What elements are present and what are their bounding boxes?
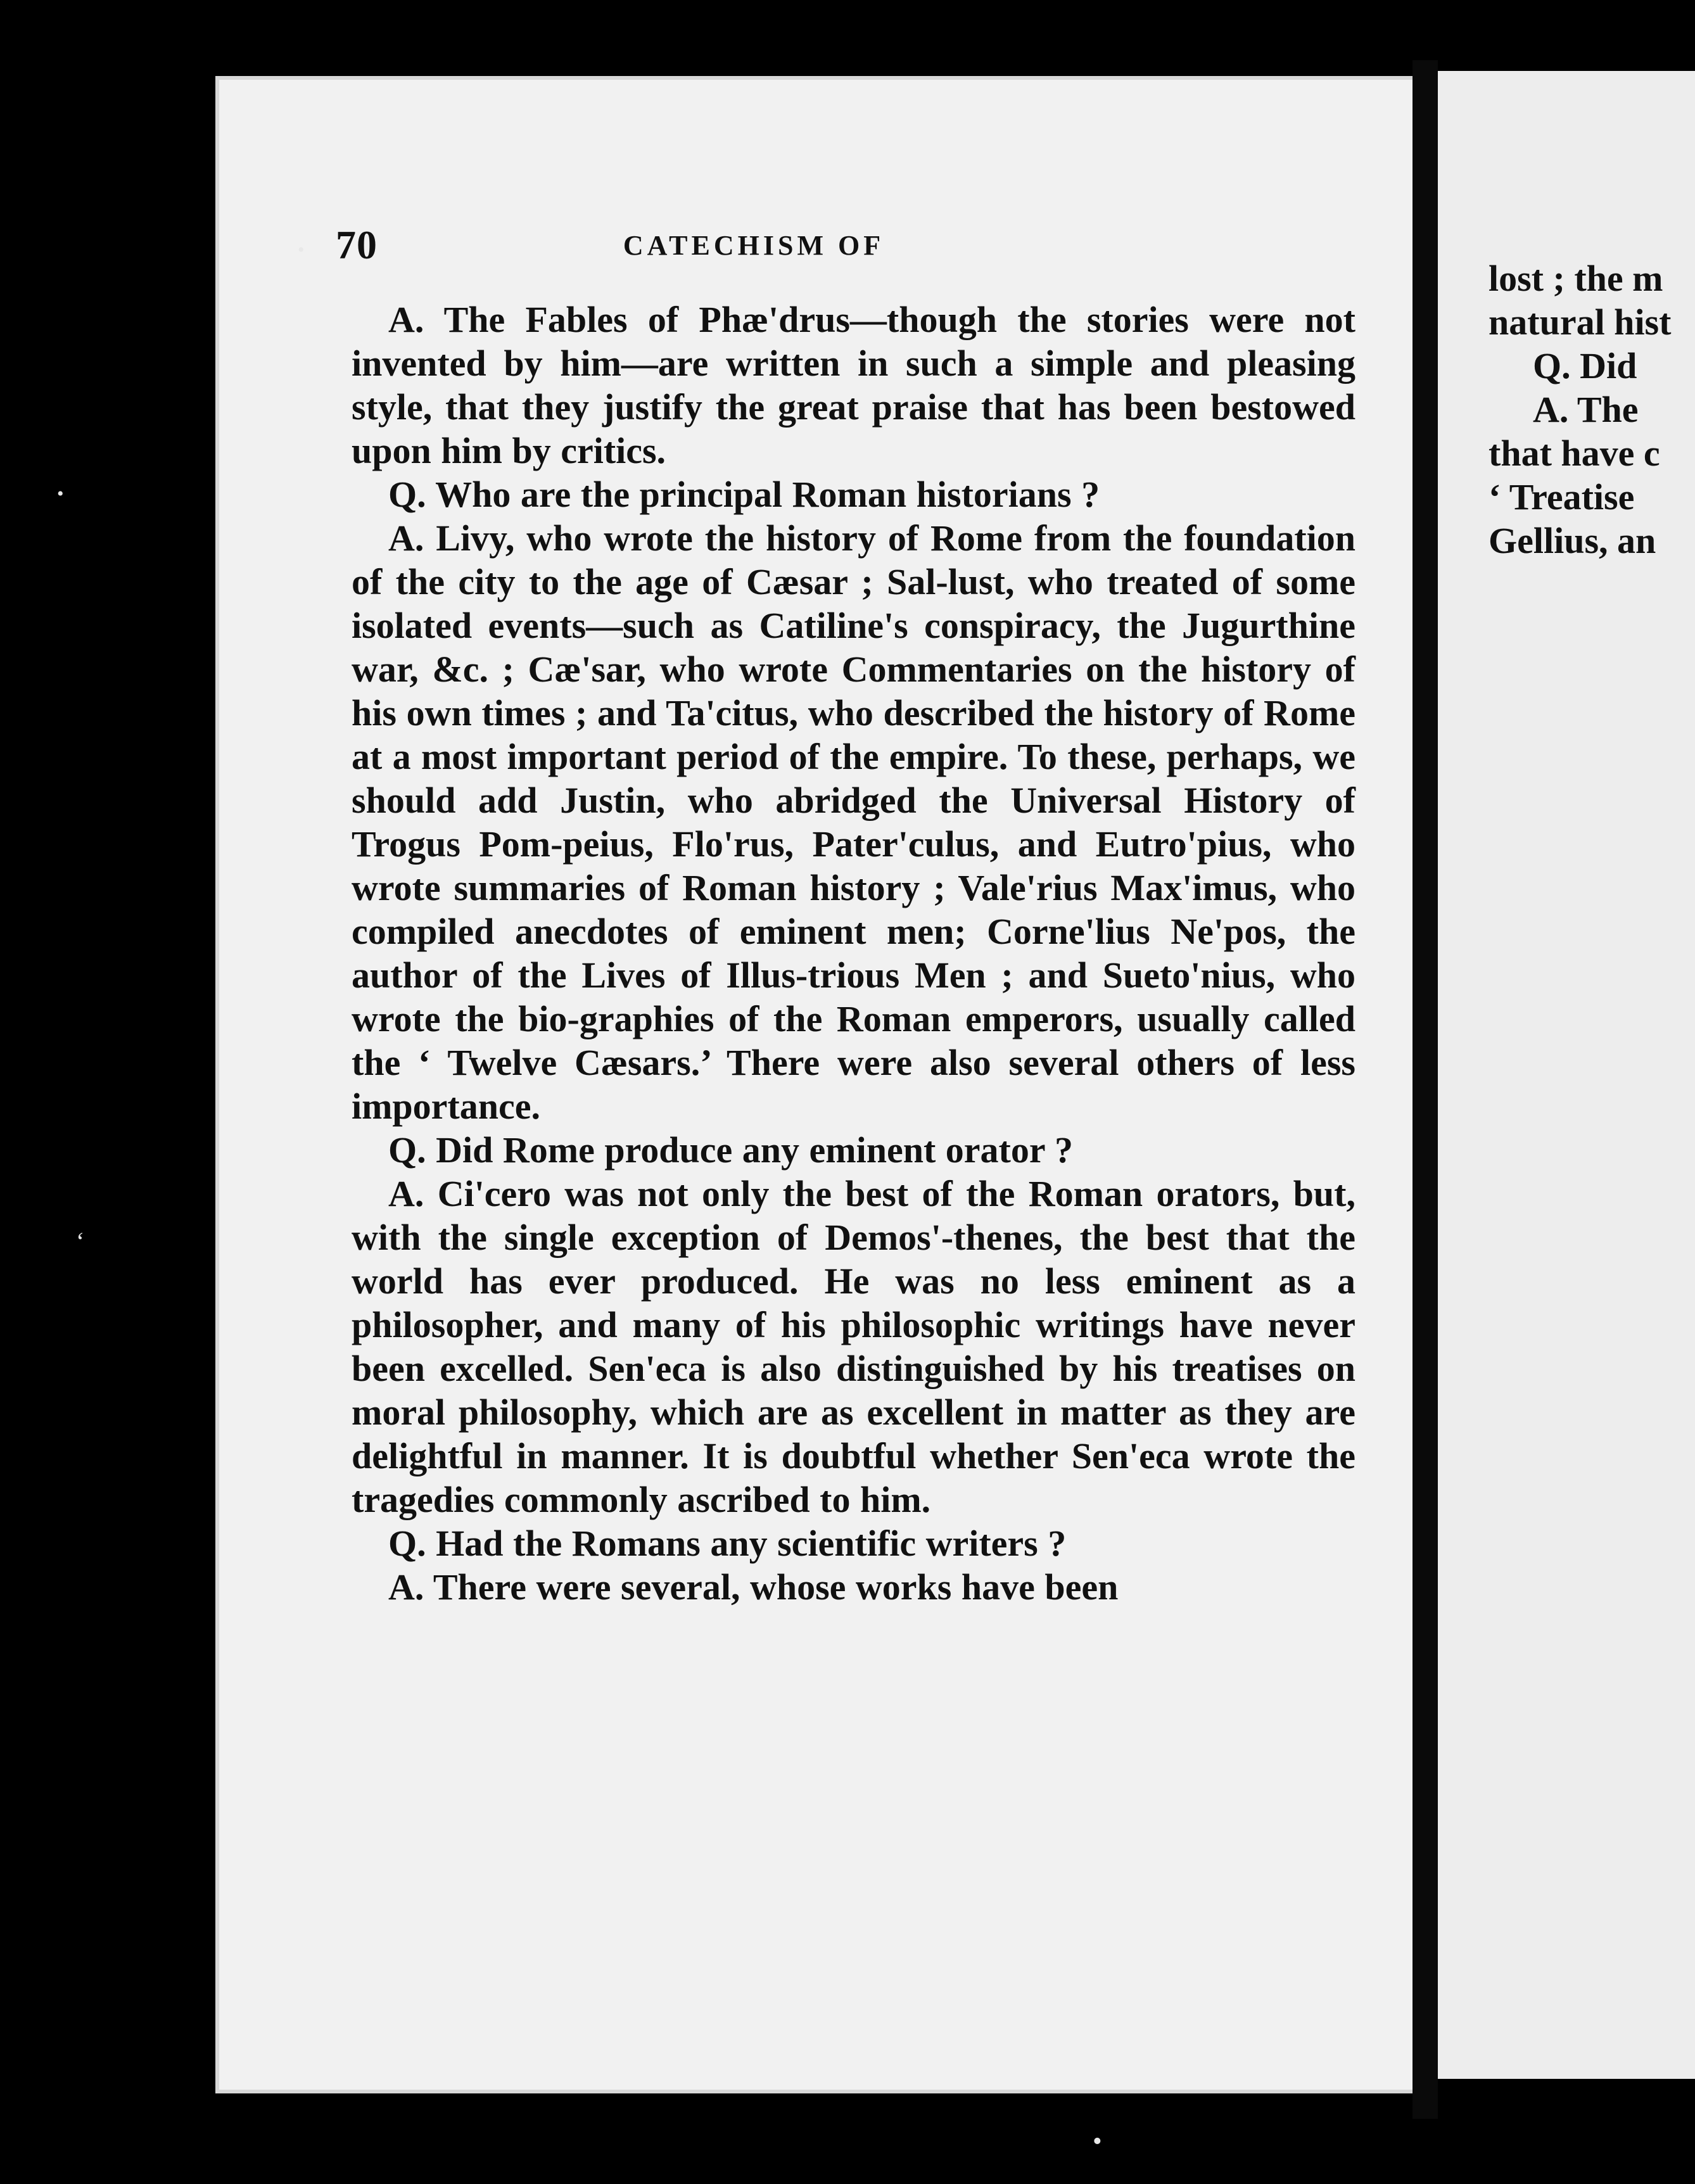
- adjacent-line-4: A. The: [1533, 389, 1639, 430]
- adjacent-line-3: Q. Did: [1533, 345, 1637, 386]
- paragraph-3: A. Livy, who wrote the history of Rome from the foundation of the city to the age of Cæsar ; Sal-lust, who treated of some isolated events—such as Catiline's conspiracy, the Jugurthine war, &c. ; Cæ'sar, who wrote Commentaries on the history of his own times ; and Ta'citus, who described the history of Rome at a most important period of the empire. To these, perhaps, we should add Justin, who abridged the Universal History of Trogus Pom-peius, Flo'rus, Pater'culus, and Eutro'pius, who wrote summaries of Roman history ; Vale'rius Max'imus, who compiled anecdotes of eminent men; Corne'lius Ne'pos, the author of the Lives of Illus-trious Men ; and Sueto'nius, who wrote the bio-graphies of the Roman emperors, usually called the ‘ Twelve Cæsars.’ There were also several others of less importance.: [352, 517, 1355, 1127]
- adjacent-line-6: ‘ Treatise: [1489, 476, 1635, 517]
- paragraph-7: A. There were several, whose works have been: [388, 1566, 1119, 1608]
- paragraph-4: Q. Did Rome produce any eminent orator ?: [388, 1129, 1074, 1171]
- adjacent-line-5: that have c: [1489, 433, 1660, 474]
- adjacent-line-1: lost ; the m: [1489, 258, 1663, 299]
- adjacent-line-7: Gellius, an: [1489, 520, 1656, 561]
- scan-speck: •: [57, 483, 64, 504]
- running-head: CATECHISM OF: [623, 230, 885, 261]
- paragraph-2: Q. Who are the principal Roman historians ?: [388, 474, 1100, 515]
- paragraph-1: A. The Fables of Phæ'drus—though the stories were not invented by him—are written in such a simple and pleasing style, that they justify the great praise that has been bestowed upon him by critics.: [352, 299, 1355, 471]
- page-header: [336, 222, 1172, 279]
- main-text-column: [352, 298, 1355, 1609]
- scan-speck: ‘: [76, 1227, 85, 1255]
- scan-speck: •: [1093, 2127, 1102, 2156]
- page-number: 70: [336, 222, 378, 267]
- paragraph-5: A. Ci'cero was not only the best of the Roman orators, but, with the single exception of Demos'-thenes, the best that the world has ever produced. He was no less eminent as a philosopher, and many of his philosophic writings have never been excelled. Sen'eca is also distinguished by his treatises on moral philosophy, which are as excellent in matter as they are delightful in manner. It is doubtful whether Sen'eca wrote the tragedies commonly ascribed to him.: [352, 1173, 1355, 1520]
- adjacent-page-text: [1489, 257, 1695, 562]
- adjacent-line-2: natural hist: [1489, 302, 1672, 343]
- page-gutter: [1412, 60, 1438, 2119]
- scan-speck: •: [298, 239, 305, 260]
- paragraph-6: Q. Had the Romans any scientific writers ?: [388, 1523, 1067, 1564]
